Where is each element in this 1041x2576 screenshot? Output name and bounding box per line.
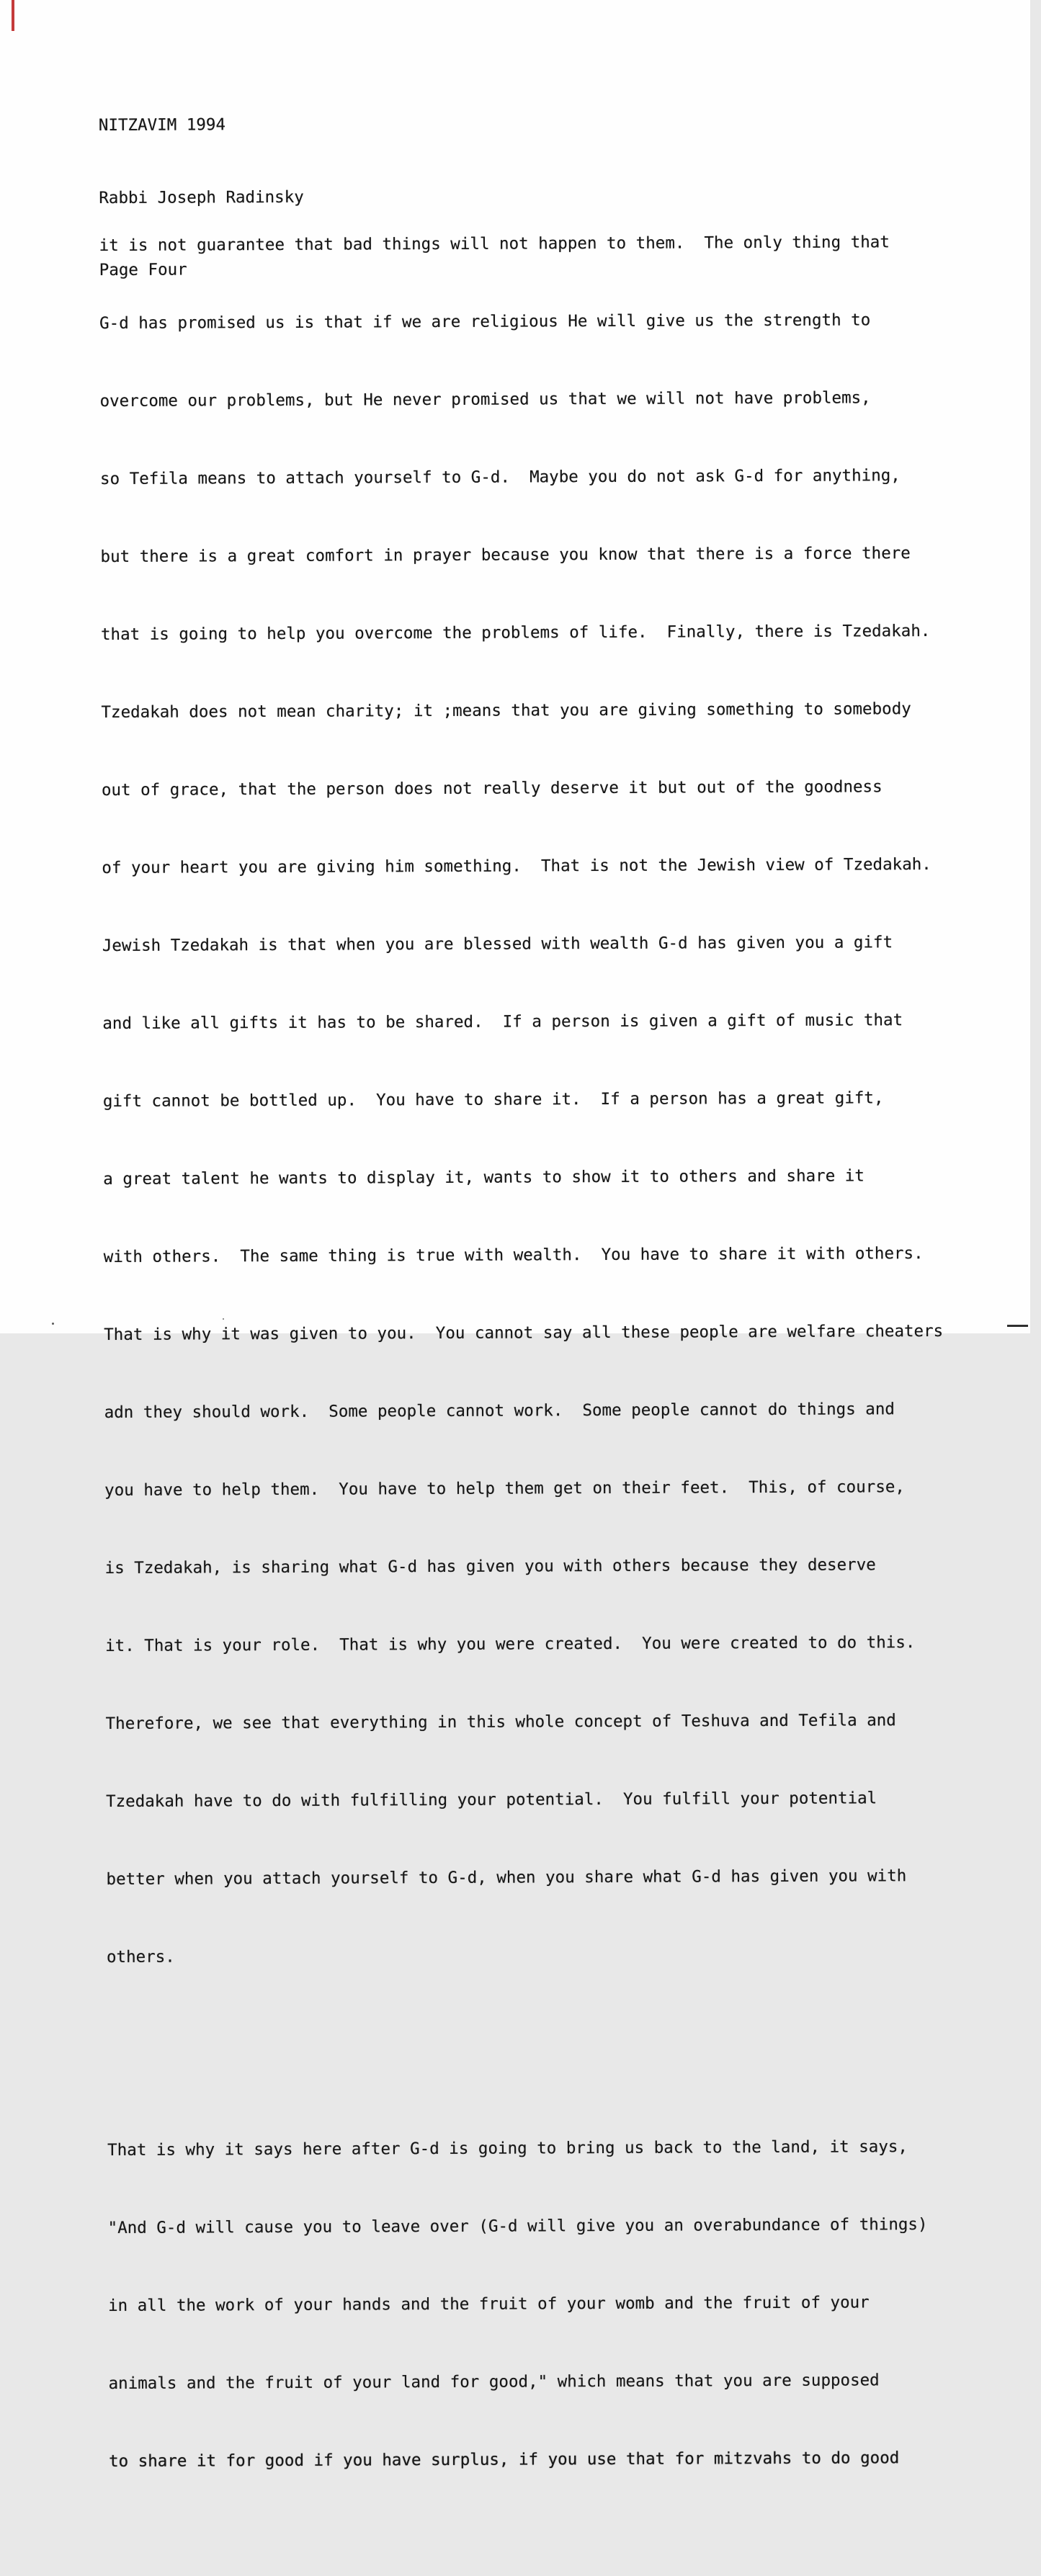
text-line: you have to help them. You have to help them get on their feet. This, of course,	[104, 1477, 905, 1500]
text-line: that is going to help you overcome the problems of life. Finally, there is Tzedakah.	[100, 621, 931, 645]
text-line: it. That is your role. That is why you were created. You were created to do this.	[105, 1633, 916, 1655]
text-line: "And G-d will cause you to leave over (G-d will give you an overabundance of things)	[107, 2215, 928, 2237]
document-body	[99, 128, 949, 2575]
text-line: Tzedakah does not mean charity; it ;means that you are giving something to somebody	[101, 699, 911, 723]
text-line: G-d has promised us is that if we are religious He will give us the strength to	[99, 310, 871, 334]
text-line: better when you attach yourself to G-d, when you share what G-d has given you with	[106, 1866, 907, 1889]
text-line: overcome our problems, but He never promised us that we will not have problems,	[99, 388, 871, 411]
text-line: out of grace, that the person does not really deserve it but out of the goodness	[101, 777, 883, 800]
text-line: in all the work of your hands and the fruit of your womb and the fruit of your	[108, 2293, 870, 2315]
text-line: gift cannot be bottled up. You have to share it. If a person has a great gift,	[102, 1088, 884, 1112]
text-line: Jewish Tzedakah is that when you are blessed with wealth G-d has given you a gift	[102, 933, 893, 956]
text-line: Therefore, we see that everything in this whole concept of Teshuva and Tefila and	[105, 1711, 896, 1733]
text-line: it is not guarantee that bad things will not happen to them. The only thing that	[99, 233, 890, 256]
paragraph-1	[99, 184, 946, 2015]
scan-speck	[223, 1318, 224, 1320]
scan-speck	[52, 1323, 54, 1325]
text-line: but there is a great comfort in prayer because you know that there is a force there	[100, 544, 911, 567]
document-author: Rabbi Joseph Radinsky	[99, 187, 304, 207]
text-line: Tzedakah have to do with fulfilling your potential. You fulfill your potential	[105, 1789, 877, 1811]
text-line: animals and the fruit of your land for good," which means that you are supposed	[108, 2371, 880, 2393]
text-line: adn they should work. Some people cannot work. Some people cannot do things and	[104, 1400, 895, 1422]
text-line: is Tzedakah, is sharing what G-d has given you with others because they deserve	[104, 1555, 876, 1578]
text-line: a great talent he wants to display it, wants to show it to others and share it	[103, 1166, 864, 1189]
text-line: and like all gifts it has to be shared. If a person is given a gift of music that	[102, 1011, 903, 1034]
text-line: That is why it says here after G-d is going to bring us back to the land, it says,	[107, 2137, 908, 2160]
text-line: others.	[106, 1947, 175, 1967]
text-line: That is why it was given to you. You cannot say all these people are welfare cheaters	[104, 1321, 944, 1344]
text-line: with others. The same thing is true with wealth. You have to share it with others.	[103, 1244, 924, 1266]
text-line: to share it for good if you have surplus, if you use that for mitzvahs to do good	[108, 2448, 900, 2471]
text-line: so Tefila means to attach yourself to G-d. Maybe you do not ask G-d for anything,	[99, 466, 901, 489]
text-line: of your heart you are giving him something. That is not the Jewish view of Tzedakah.	[102, 854, 931, 878]
scan-dash-artifact	[1007, 1325, 1028, 1327]
document-title: NITZAVIM 1994	[98, 115, 226, 135]
page-number-label: Page Four	[99, 260, 187, 280]
paragraph-2	[107, 2089, 949, 2519]
